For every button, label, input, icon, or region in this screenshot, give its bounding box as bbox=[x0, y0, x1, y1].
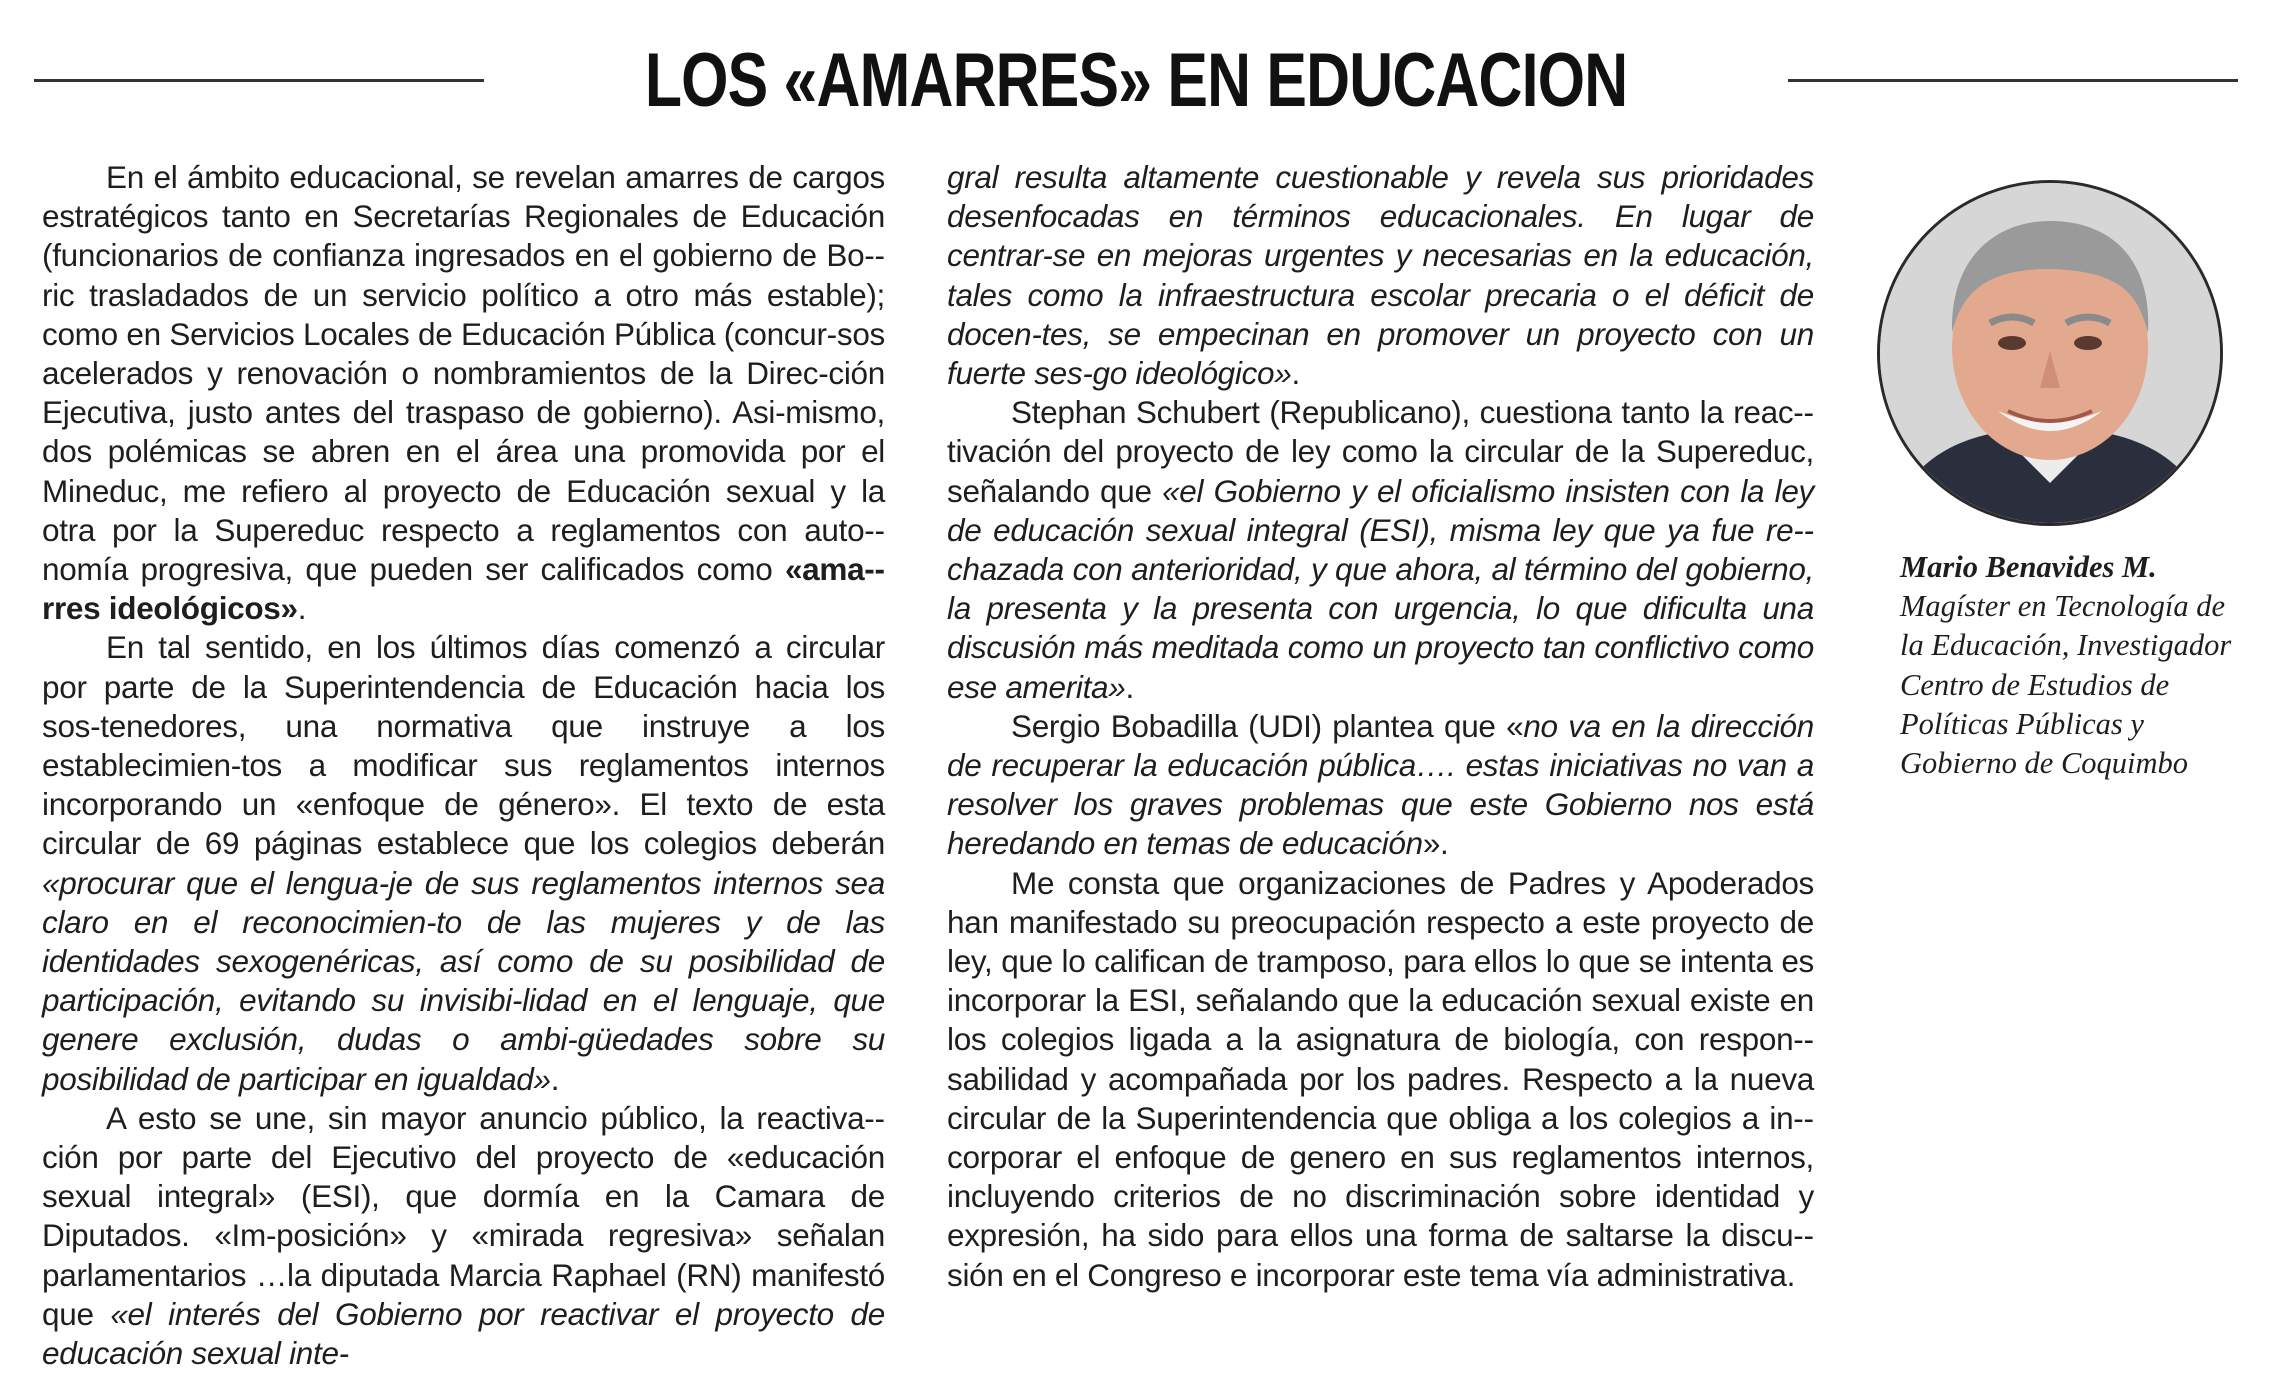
paragraph-3-quote: «el interés del Gobierno por reactivar el proyecto de educación sexual inte- bbox=[42, 1295, 885, 1372]
paragraph-5-text: Stephan Schubert (Republicano), cuestiona tanto la reac-tivación del proyecto de ley como la circular de la Supereduc, señalando que bbox=[947, 394, 1814, 509]
paragraph-2-quote: «procurar que el lengua-je de sus reglamentos internos sea claro en el reconocimien-to de las mujeres y de las identidades sexogenéricas, así como de su posibilidad de participación, evitando su invisibi-lidad en el lenguaje, que genere exclusión, dudas o ambi-güedades sobre su posibilidad de participar en igualdad» bbox=[42, 864, 885, 1097]
paragraph-4 bbox=[947, 158, 1814, 393]
author-name: Mario Benavides M. bbox=[1900, 550, 2157, 584]
paragraph-6-end: ». bbox=[1422, 825, 1449, 862]
paragraph-1-bold: «ama-rres ideológicos» bbox=[42, 551, 885, 627]
headline-rule-left bbox=[34, 79, 484, 82]
paragraph-3 bbox=[42, 1099, 885, 1373]
author-photo bbox=[1877, 180, 2223, 526]
author-byline bbox=[1900, 548, 2240, 783]
paragraph-1 bbox=[42, 158, 885, 628]
paragraph-6-text: Sergio Bobadilla (UDI) plantea que « bbox=[1011, 707, 1524, 744]
paragraph-3-text: A esto se une, sin mayor anuncio público, la reactiva-ción por parte del Ejecutivo del proyecto de «educación sexual integral» (ESI), que dormía en la Camara de Diputados. «Im-posición» y «mirada regresiva» señalan parlamentarios …la diputada Marcia Raphael (RN) manifestó que bbox=[42, 1099, 885, 1332]
headline-row bbox=[34, 30, 2238, 130]
paragraph-4-end: . bbox=[1291, 355, 1300, 392]
paragraph-1-text: En el ámbito educacional, se revelan amarres de cargos estratégicos tanto en Secretarías Regionales de Educación (funcionarios de confianza ingresados en el gobierno de Bo-ric trasladados de un servicio político a otro más estable); como en Servicios Locales de Educación Pública (concur-sos acelerados y renovación o nombramientos de la Direc-ción Ejecutiva, justo antes del traspaso de gobierno). Asi-mismo, dos polémicas se abren en el área una promovida por el Mineduc, me refiero al proyecto de Educación sexual y la otra por la Supereduc respecto a reglamentos con auto-nomía progresiva, que pueden ser calificados como bbox=[42, 159, 885, 588]
author-portrait-illustration bbox=[1880, 183, 2220, 523]
paragraph-4-quote: gral resulta altamente cuestionable y revela sus prioridades desenfocadas en términos educacionales. En lugar de centrar-se en mejoras urgentes y necesarias en la educación, tales como la infraestructura escolar precaria o el déficit de docen-tes, se empecinan en promover un proyecto con un fuerte ses-go ideológico» bbox=[947, 159, 1814, 392]
paragraph-5 bbox=[947, 393, 1814, 707]
paragraph-1-end: . bbox=[297, 590, 307, 627]
paragraph-2-text: En tal sentido, en los últimos días comenzó a circular por parte de la Superintendencia de Educación hacia los sos-tenedores, una normativa que instruye a los establecimien-tos a modificar sus reglamentos internos incorporando un «enfoque de género». El texto de esta circular de 69 páginas establece que los colegios deberán bbox=[42, 629, 885, 862]
paragraph-6 bbox=[947, 707, 1814, 864]
author-title: Magíster en Tecnología de la Educación, Investigador Centro de Estudios de Políticas Públicas y Gobierno de Coquimbo bbox=[1900, 589, 2232, 781]
paragraph-5-quote: «el Gobierno y el oficialismo insisten con la ley de educación sexual integral (ESI), misma ley que ya fue re-chazada con anterioridad, y que ahora, al término del gobierno, la presenta y la presenta con urgencia, lo que dificulta una discusión más meditada como un proyecto tan conflictivo como ese amerita» bbox=[947, 472, 1814, 705]
paragraph-6-quote: no va en la dirección de recuperar la educación pública…. estas iniciativas no van a resolver los graves problemas que este Gobierno nos está heredando en temas de educación bbox=[947, 707, 1814, 862]
article-column-2 bbox=[947, 158, 1814, 1295]
article-column-1 bbox=[42, 158, 885, 1373]
paragraph-7-text: Me consta que organizaciones de Padres y Apoderados han manifestado su preocupación respecto a este proyecto de ley, que lo califican de tramposo, para ellos lo que se intenta es incorporar la ESI, señalando que la educación sexual existe en los colegios ligada a la asignatura de biología, con respon-sabilidad y acompañada por los padres. Respecto a la nueva circular de la Superintendencia que obliga a los colegios a in-corporar el enfoque de genero en sus reglamentos internos, incluyendo criterios de no discriminación sobre identidad y expresión, ha sido para ellos una forma de saltarse la discu-sión en el Congreso e incorporar este tema vía administrativa. bbox=[947, 864, 1814, 1293]
paragraph-2 bbox=[42, 628, 885, 1098]
headline-rule-right bbox=[1788, 79, 2238, 82]
paragraph-5-end: . bbox=[1125, 668, 1134, 705]
paragraph-2-end: . bbox=[550, 1060, 560, 1097]
paragraph-7 bbox=[947, 864, 1814, 1295]
headline: LOS «AMARRES» EN EDUCACION bbox=[644, 37, 1628, 123]
